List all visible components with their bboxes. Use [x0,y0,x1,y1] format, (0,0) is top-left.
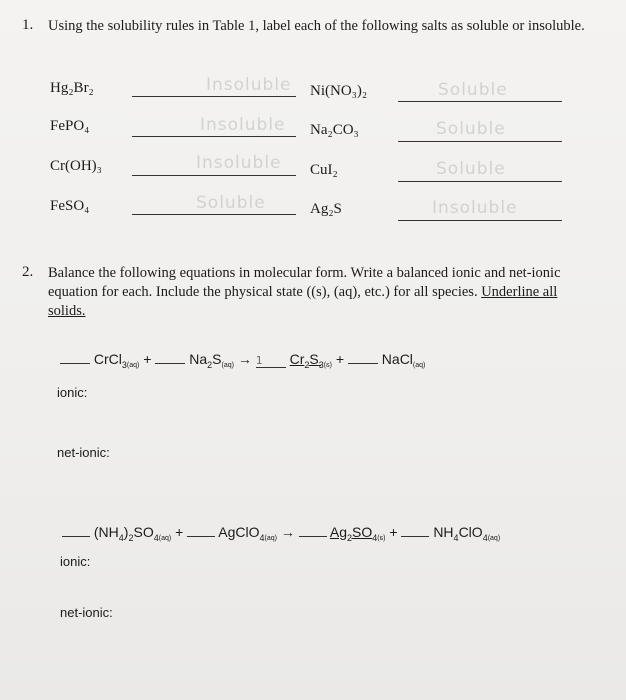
answer-ag2s: Insoluble [432,198,518,218]
eq1-reactant-2: $Na_2S_{(aq)}$ [189,351,234,370]
answer-line-croh3[interactable] [132,175,296,176]
answer-line-fepo4[interactable] [132,136,296,137]
salt-hg2br2: Hg₂Br₂ [50,80,94,96]
salt-feso4: FeSO₄ [50,198,90,214]
eq2-reactant-2: AgClO$_{4(aq)}$ [218,524,277,543]
eq1-product-1: $Cr_2S_{3(s)}$ [289,351,332,370]
salt-na2co3: Na₂CO₃ [310,122,359,138]
eq1-plus-1: + [143,351,152,367]
eq1-net-ionic-label: net-ionic: [57,445,110,460]
answer-croh3: Insoluble [196,153,282,173]
answer-line-ag2s[interactable] [398,220,562,221]
eq2-product-2: $NH_4ClO_{4(aq)}$ [433,524,501,543]
coef-blank-cr2s3[interactable] [256,351,286,368]
salt-croh3: Cr(OH)₃ [50,158,102,174]
eq2-plus-2: + [389,524,398,540]
question-2-number: 2. [22,264,34,280]
coef-blank-agclo4[interactable] [187,535,215,537]
question-1-text: Using the solubility rules in Table 1, label each of the following salts as soluble or insoluble. [48,18,585,34]
equation-1 [60,351,425,370]
eq1-plus-2: + [335,351,345,367]
question-2-underline-note: Underline all solids. [48,284,558,319]
answer-nino32: Soluble [438,80,508,100]
answer-hg2br2: Insoluble [206,75,292,95]
answer-feso4: Soluble [196,193,266,213]
eq2-plus-1: + [175,524,184,540]
question-2-instructions: Balance the following equations in molecular form. Write a balanced ionic and net-ionic equation for each. Include the physical state ((s), (aq), etc.) for all species. [48,265,561,300]
eq1-written-coefficient: 1 [255,354,263,367]
coef-blank-crcl3[interactable] [60,362,90,364]
salt-nino32: Ni(NO₃)₂ [310,83,368,99]
coef-blank-nh4clo4[interactable] [401,535,429,537]
coef-blank-na2s[interactable] [155,362,185,364]
answer-line-na2co3[interactable] [398,141,562,142]
eq1-reactant-1: CrCl$_{3(aq)}$ [93,351,140,370]
answer-line-nino32[interactable] [398,101,562,102]
eq2-reactant-1: $(NH_4)_2SO_{4(aq)}$ [93,524,172,543]
eq2-product-1: $Ag_2SO_{4(s)}$ [329,524,386,543]
answer-line-hg2br2[interactable] [132,96,296,97]
eq1-product-2: NaCl$_{(aq)}$ [381,351,426,369]
answer-na2co3: Soluble [436,119,506,139]
coef-blank-nacl[interactable] [348,362,378,364]
eq2-net-ionic-label: net-ionic: [60,605,113,620]
equation-2 [62,524,500,543]
answer-line-cui2[interactable] [398,181,562,182]
eq2-arrow: → [280,524,295,540]
coef-blank-nh42so4[interactable] [62,535,90,537]
salt-ag2s: Ag₂S [310,201,342,217]
eq1-ionic-label: ionic: [57,385,88,400]
question-2-text [48,264,568,321]
answer-line-feso4[interactable] [132,214,296,215]
salt-cui2: CuI₂ [310,162,338,178]
answer-cui2: Soluble [436,159,506,179]
salt-fepo4: FePO₄ [50,118,90,134]
eq2-ionic-label: ionic: [60,554,91,569]
eq1-arrow: → [237,351,252,367]
question-1-number: 1. [22,17,34,33]
coef-blank-ag2so4[interactable] [299,535,327,537]
answer-fepo4: Insoluble [200,115,286,135]
